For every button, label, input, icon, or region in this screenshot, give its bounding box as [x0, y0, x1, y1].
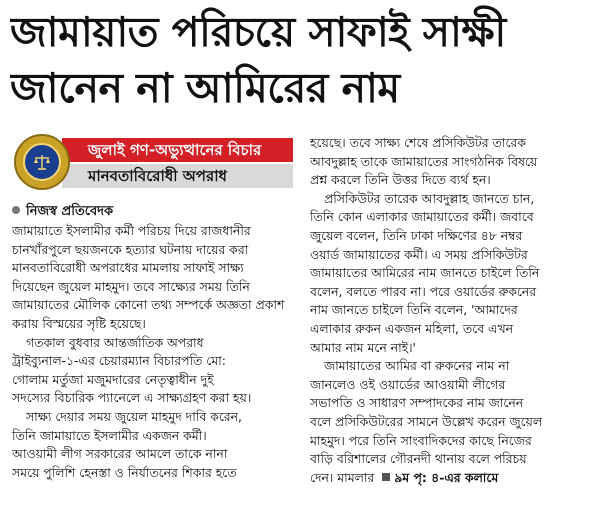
- headline-line-2: জানেন না আমিরের নাম: [10, 64, 400, 112]
- text-line: জানলেও ওই ওয়ার্ডের আওয়ামী লীগের: [310, 376, 506, 392]
- seal-inner-icon: [23, 143, 61, 181]
- section-banner: [10, 134, 293, 192]
- text-line-continued: [310, 469, 600, 488]
- square-bullet-icon: [382, 473, 390, 481]
- text-line: তিনি জামায়াতে ইসলামীর একজন কর্মী।: [12, 427, 207, 443]
- text-line: সাক্ষ্য দেয়ার সময় জুয়েল মাহমুদ দাবি করেন,: [26, 408, 242, 424]
- article-column-left: [12, 222, 294, 482]
- text-line: জামায়াতের মৌলিক কোনো তথ্য সম্পর্কে অজ্ঞতা প্রকাশ: [12, 297, 285, 313]
- byline: [12, 203, 292, 221]
- text-line: হয়েছে। তবে সাক্ষ্য শেষে প্রসিকিউটর তারেক: [310, 135, 526, 150]
- text-line: প্রসিকিউটর তারেক আবদুল্লাহ জানতে চান,: [324, 190, 535, 206]
- headline: [10, 4, 600, 116]
- text-line: প্রশ্ন করলে তিনি উত্তর দিতে ব্যর্থ হন।: [310, 172, 491, 188]
- text-line: নাম জানতে চাইলে তিনি বলেন, 'আমাদের: [310, 302, 518, 318]
- text-line: ওয়ার্ড জামায়াতের কর্মী। এ সময় প্রসিকিউটর: [310, 246, 528, 262]
- banner-gray-band: মানবতাবিরোধী অপরাধ: [62, 164, 293, 188]
- text-line: জুয়েল বলেন, তিনি ঢাকা দক্ষিণের ৪৮ নম্বর: [310, 227, 523, 243]
- text-line: বাড়ি বরিশালের গৌরনদী থানায় বলে পরিচয়: [310, 451, 527, 467]
- text-line: আমার নাম মনে নাই।': [310, 339, 416, 355]
- text-line: দিয়েছেন জুয়েল মাহমুদ। তবে সাক্ষ্যের সময় তিনি: [12, 278, 250, 294]
- text-line: আওয়ামী লীগ সরকারের আমলে তাকে নানা: [12, 446, 228, 462]
- byline-text: নিজস্ব প্রতিবেদক: [26, 204, 114, 219]
- text-line: করায় বিস্ময়ের সৃষ্টি হয়েছে।: [12, 315, 146, 331]
- last-line-text: দেন। মামলার: [310, 469, 375, 485]
- headline-line-1: জামায়াত পরিচয়ে সাফাই সাক্ষী: [10, 8, 506, 56]
- paragraph: [12, 334, 294, 408]
- text-line: মানবতাবিরোধী অপরাধের মামলায় সাফাই সাক্ষ্য: [12, 260, 244, 276]
- text-line: জামায়াতের আমির বা রুকনের নাম না: [324, 358, 510, 374]
- text-line: আবদুল্লাহ তাকে জামায়াতের সাংগঠনিক বিষয়ে: [310, 153, 538, 169]
- text-line: গতকাল বুধবার আন্তর্জাতিক অপরাধ: [26, 334, 204, 350]
- text-line: সদস্যের বিচারিক প্যানেলে এ সাক্ষ্যগ্রহণ করা হয়।: [12, 390, 252, 406]
- paragraph: [310, 134, 600, 190]
- tribunal-seal-icon: [14, 134, 70, 190]
- article-column-right: [310, 134, 600, 487]
- jump-text: ৯ম পৃ: ৪-এর কলামে: [394, 469, 499, 485]
- text-line: সভাপতি ও সাধারণ সম্পাদকের নাম জানেন: [310, 395, 524, 411]
- text-line: জামায়াতের আমিরের নাম জানতে চাইলে তিনি: [310, 265, 540, 281]
- paragraph: [12, 408, 294, 482]
- scales-of-justice-icon: [33, 153, 51, 171]
- text-line: সময়ে পুলিশি হেনস্তা ও নির্যাতনের শিকার হতে: [12, 464, 237, 480]
- paragraph: [310, 190, 600, 357]
- continued-on-link[interactable]: [378, 470, 498, 485]
- text-line: গোলাম মর্তুজা মজুমদারের নেতৃত্বাধীন দুই: [12, 371, 214, 387]
- text-line: জামায়াতে ইসলামীর কর্মী পরিচয় দিয়ে রাজধানীর: [12, 223, 251, 238]
- paragraph: [12, 222, 294, 334]
- text-line: বলেন, বলতে পারব না। পরে ওয়ার্ডের রুকনের: [310, 283, 537, 299]
- text-line: তিনি কোন এলাকার জামায়াতের কর্মী। জবাবে: [310, 209, 534, 225]
- text-line: চানখাঁরপুলে ছয়জনকে হত্যার ঘটনায় দায়ের করা: [12, 241, 249, 257]
- paragraph: [310, 357, 600, 487]
- text-line: এলাকার রুকন একজন মহিলা, তবে এখন: [310, 320, 513, 336]
- banner-red-band: জুলাই গণ-অভ্যুত্থানের বিচার: [62, 138, 293, 162]
- text-line: বলে প্রসিকিউটরের সামনে উল্লেখ করেন জুয়েল: [310, 413, 543, 429]
- text-line: ট্রাইব্যুনাল-১-এর চেয়ারম্যান বিচারপতি মো:: [12, 353, 226, 369]
- bullet-icon: [12, 206, 20, 214]
- text-line: মাহমুদ। পরে তিনি সাংবাদিকদের কাছে নিজের: [310, 432, 532, 448]
